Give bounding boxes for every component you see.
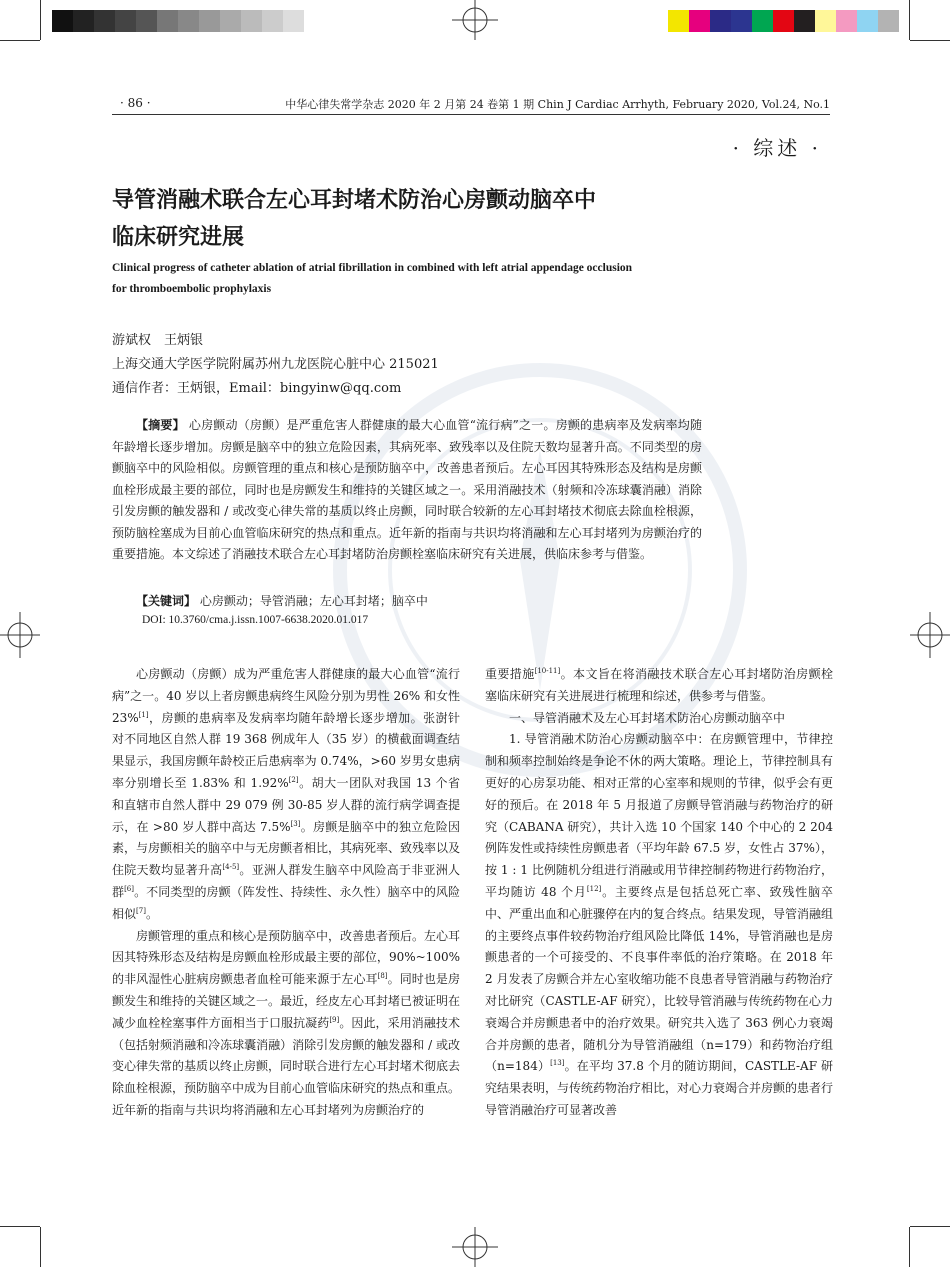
crop-mark (909, 0, 910, 40)
abstract-label: 【摘要】 (136, 418, 185, 432)
color-swatch-5 (773, 10, 794, 32)
section-heading: 一、导管消融术及左心耳封堵术防治心房颤动脑卒中 (509, 710, 786, 725)
crop-mark (910, 1226, 950, 1227)
authors: 游斌权 王炳银 (112, 333, 204, 348)
citation[interactable]: [2] (288, 775, 299, 784)
header-rule (112, 114, 830, 115)
body-paragraph: 重要措施[10-11]。本文旨在将消融技术联合左心耳封堵防治房颤栓塞临床研究有关进展进行梳理和综述，供参考与借鉴。 (485, 667, 833, 703)
grayscale-bar (52, 10, 304, 32)
gray-swatch-7 (199, 10, 220, 32)
keywords-text: 心房颤动；导管消融；左心耳封堵；脑卒中 (199, 594, 428, 608)
color-swatch-4 (752, 10, 773, 32)
gray-swatch-8 (220, 10, 241, 32)
gray-swatch-9 (241, 10, 262, 32)
crop-mark (0, 40, 40, 41)
citation[interactable]: [1] (138, 710, 149, 719)
crop-mark (40, 0, 41, 40)
color-swatch-10 (878, 10, 899, 32)
gray-swatch-6 (178, 10, 199, 32)
citation[interactable]: [12] (586, 884, 602, 893)
gray-swatch-4 (136, 10, 157, 32)
color-swatch-7 (815, 10, 836, 32)
body-column-right (485, 664, 833, 1122)
en-title-line-1: Clinical progress of catheter ablation of atrial fibrillation in combined with left atrial appendage occlusion (112, 262, 633, 274)
registration-mark-left (0, 612, 40, 658)
crop-mark (909, 1227, 910, 1267)
citation[interactable]: [8] (377, 972, 388, 981)
keywords (136, 592, 428, 609)
gray-swatch-10 (262, 10, 283, 32)
article-title (112, 182, 712, 256)
registration-mark-right (910, 612, 950, 658)
color-swatch-6 (794, 10, 815, 32)
body-paragraph: 心房颤动（房颤）成为严重危害人群健康的最大心血管“流行病”之一。40 岁以上者房颤患病终生风险分别为男性 26% 和女性 23%[1]，房颤的患病率及发病率均随年龄增长逐步增加。张澍针对不同地区自然人群 19 368 例成年人（35 岁）的横截面调查结果显示，我国房颤年龄校正后患病率为 0.74%，>60 岁男女患病率分别增长至 1.83% 和 1.92%[2]。胡大一团队对我国 13 个省和直辖市自然人群中 29 079 例 30-85 岁人群的流行病学调查提示，在 >80 岁人群中高达 7.5%[3]。房颤是脑卒中的独立危险因素，与房颤相关的脑卒中与无房颤者相比，其病死率、致残率以及住院天数均显著升高[4-5]。亚洲人群发生脑卒中风险高于非亚洲人群[6]。不同类型的房颤（阵发性、持续性、永久性）脑卒中的风险相似[7]。 (112, 667, 461, 921)
page-number: · 86 · (120, 96, 151, 110)
citation[interactable]: [4-5] (222, 863, 240, 872)
abstract (112, 415, 702, 566)
crop-mark (0, 1226, 40, 1227)
color-bar (668, 10, 899, 32)
citation[interactable]: [3] (290, 819, 301, 828)
gray-swatch-2 (94, 10, 115, 32)
crop-mark (910, 40, 950, 41)
body-paragraph: 房颤管理的重点和核心是预防脑卒中，改善患者预后。左心耳因其特殊形态及结构是房颤血栓形成最主要的部位，90%~100% 的非风湿性心脏病房颤患者血栓可能来源于左心耳[8]。同时也是房颤发生和维持的关键区域之一。最近，经皮左心耳封堵已被证明在减少血栓栓塞事件方面相当于口服抗凝药[9]。因此，采用消融技术（包括射频消融和冷冻球囊消融）消除引发房颤的触发器和 / 或改变心律失常的基质以终止房颤，同时联合进行左心耳封堵术彻底去除血栓根源，预防脑卒中成为目前心血管临床研究的热点和重点。近年新的指南与共识均将消融和左心耳封堵列为房颤治疗的 (112, 928, 461, 1117)
color-swatch-3 (731, 10, 752, 32)
english-title (112, 258, 722, 300)
gray-swatch-0 (52, 10, 73, 32)
gray-swatch-5 (157, 10, 178, 32)
doi: DOI: 10.3760/cma.j.issn.1007-6638.2020.01.017 (142, 614, 369, 626)
body-column-left (112, 664, 460, 1122)
registration-mark-top (452, 0, 498, 40)
citation[interactable]: [9] (329, 1015, 340, 1024)
en-title-line-2: for thromboembolic prophylaxis (112, 283, 272, 295)
keywords-label: 【关键词】 (136, 594, 197, 608)
color-swatch-0 (668, 10, 689, 32)
title-line-1: 导管消融术联合左心耳封堵术防治心房颤动脑卒中 (112, 188, 597, 213)
gray-swatch-1 (73, 10, 94, 32)
affiliation: 上海交通大学医学院附属苏州九龙医院心脏中心 215021 (112, 357, 439, 372)
body-paragraph: 1. 导管消融术防治心房颤动脑卒中：在房颤管理中，节律控制和频率控制始终是争论不休的两大策略。理论上，节律控制具有更好的心房泵功能、相对正常的心室率和规则的节律，似乎会有更好的预后。在 2018 年 5 月报道了房颤导管消融与药物治疗的研究（CABANA 研究），共计入选 10 个国家 140 个中心的 2 204 例阵发性或持续性房颤患者（平均年龄 67.5 岁，女性占 37%），按 1 : 1 比例随机分组进行消融或用节律控制药物进行药物治疗，平均随访 48 个月[12]。主要终点是包括总死亡率、致残性脑卒中、严重出血和心脏骤停在内的复合终点。结果发现，导管消融组的主要终点事件较药物治疗组风险比降低 14%，导管消融也是房颤患者的一个可接受的、不良事件率低的治疗策略。在 2018 年 2 月发表了房颤合并左心室收缩功能不良患者导管消融与药物治疗对比研究（CASTLE-AF 研究），比较导管消融与传统药物在心力衰竭合并房颤患者中的治疗效果。研究共入选了 363 例心力衰竭合并房颤的患者，随机分为导管消融组（n=179）和药物治疗组（n=184）[13]。在平均 37.8 个月的随访期间，CASTLE-AF 研究结果表明，与传统药物治疗相比，对心力衰竭合并房颤的患者行导管消融治疗可显著改善 (485, 732, 834, 1117)
color-swatch-1 (689, 10, 710, 32)
title-line-2: 临床研究进展 (112, 225, 245, 250)
gray-swatch-3 (115, 10, 136, 32)
registration-mark-bottom (452, 1227, 498, 1267)
citation[interactable]: [13] (550, 1059, 565, 1068)
correspondence: 通信作者：王炳银，Email：bingyinw@qq.com (112, 381, 402, 396)
gray-swatch-11 (283, 10, 304, 32)
crop-mark (40, 1227, 41, 1267)
color-swatch-9 (857, 10, 878, 32)
citation[interactable]: [10-11] (534, 667, 561, 675)
citation[interactable]: [7] (136, 906, 146, 915)
journal-citation: 中华心律失常学杂志 2020 年 2 月第 24 卷第 1 期 Chin J Cardiac Arrhyth, February 2020, Vol.24, No.1 (285, 98, 830, 111)
abstract-text: 心房颤动（房颤）是严重危害人群健康的最大心血管“流行病”之一。房颤的患病率及发病率均随年龄增长逐步增加。房颤是脑卒中的独立危险因素，其病死率、致残率以及住院天数均显著升高。不同类型的房颤脑卒中的风险相似。房颤管理的重点和核心是预防脑卒中，改善患者预后。左心耳因其特殊形态及结构是房颤血栓形成最主要的部位，同时也是房颤发生和维持的关键区域之一。采用消融技术（射频和冷冻球囊消融）消除引发房颤的触发器和 / 或改变心律失常的基质以终止房颤，同时联合较新的左心耳封堵技术彻底去除血栓根源，预防脑栓塞成为目前心血管临床研究的热点和重点。近年新的指南与共识均将消融和左心耳封堵列为房颤治疗的重要措施。本文综述了消融技术联合左心耳封堵防治房颤栓塞临床研究有关进展，供临床参考与借鉴。 (112, 418, 702, 561)
citation[interactable]: [6] (124, 884, 134, 893)
color-swatch-2 (710, 10, 731, 32)
section-label: · 综述 · (732, 136, 822, 160)
color-swatch-8 (836, 10, 857, 32)
